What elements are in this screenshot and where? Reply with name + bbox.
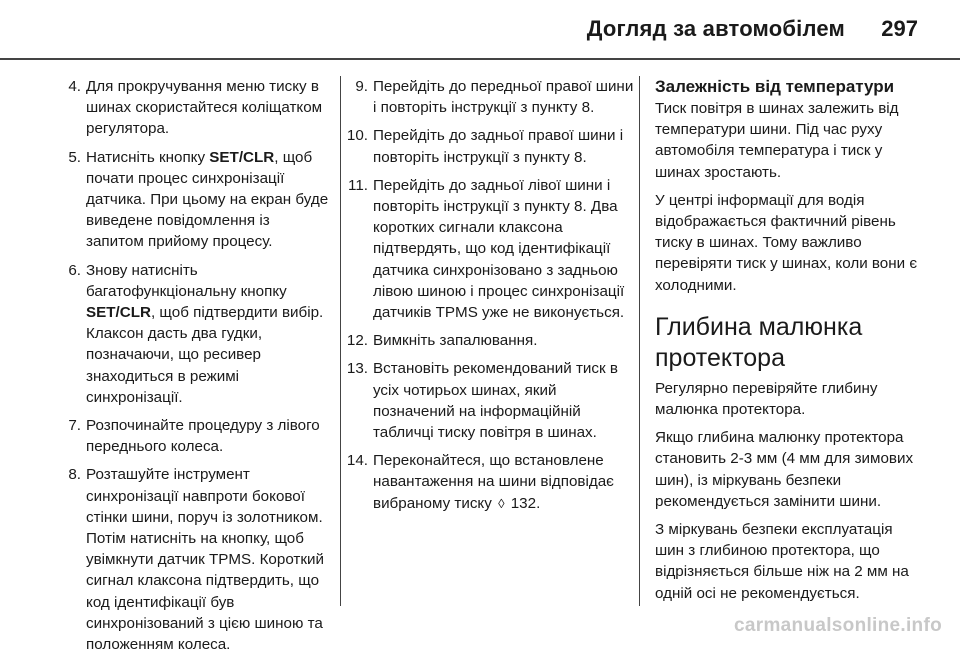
section-subheading: Залежність від температури — [655, 77, 895, 96]
paragraph: Регулярно перевіряйте глибину малюнка протектора. — [655, 379, 878, 419]
header-divider — [0, 58, 960, 60]
list-item: 12. Вимкніть запалювання. — [346, 332, 538, 350]
page-header — [0, 0, 960, 60]
watermark: carmanualsonline.info — [734, 615, 942, 636]
paragraph: З міркувань безпеки експлуатація шин з глибиною протектора, що відрізняється більше ніж на 2 мм на одній осі не рекомендується. — [655, 521, 909, 602]
list-item: 8. Розташуйте інструмент синхронізації навпроти бокової стінки шини, поруч із золотником. Потім натисніть на кнопку, щоб увімкнути датчик TPMS. Короткий сигнал клаксона підтвердить, що код ідентифікації був синхронізований з цією шиною та положенням колеса. — [68, 466, 325, 654]
list-item: 11. Перейдіть до задньої лівої шини і повторіть інструкції з пункту 8. Два коротких сигнали клаксона підтвердять, що код ідентифікації датчика синхронізовано з задньою лівою шиною і процес синхронізації датчиків TPMS уже не виконується. — [348, 176, 625, 322]
page-reference-icon: ◊ — [498, 495, 505, 511]
column-left — [62, 76, 330, 662]
list-item: 10. Перейдіть до задньої правої шини і повторіть інструкції з пункту 8. — [346, 127, 624, 166]
column-divider-2 — [639, 76, 640, 606]
section-heading: Глибина малюнка протектора — [655, 312, 863, 372]
list-item: 13. Встановіть рекомендований тиск в усіх чотирьох шинах, який позначений на інформаційній табличці тиску повітря в шинах. — [346, 360, 618, 442]
list-item: 4. Для прокручування меню тиску в шинах скористайтеся коліщатком регулятора. — [68, 78, 323, 138]
list-item: 6. Знову натисніть багатофункціональну кнопку SET/CLR, щоб підтвердити вибір. Клаксон дасть два гудки, позначаючи, що ресивер знаходиться в режимі синхронізації. — [68, 261, 324, 406]
paragraph: У центрі інформації для водія відображається фактичний рівень тиску в шинах. Тому важливо перевіряти тиск у шинах, коли вони є холодними. — [655, 191, 918, 294]
steps-list-1 — [62, 76, 330, 655]
column-right — [655, 76, 925, 611]
list-item: 14. Переконайтеся, що встановлене навантаження на шини відповідає вибраному тиску ◊ 132. — [373, 450, 635, 514]
button-name: SET/CLR — [86, 304, 151, 322]
steps-list-2 — [346, 76, 635, 514]
paragraph: Тиск повітря в шинах залежить від температури шини. Під час руху автомобіля температура і тиск у шинах зростають. — [655, 100, 899, 181]
page-number: 297 — [881, 16, 918, 41]
column-middle — [346, 76, 635, 521]
list-item: 9. Перейдіть до передньої правої шини і повторіть інструкції з пункту 8. — [355, 78, 634, 117]
button-name: SET/CLR — [209, 148, 275, 166]
list-item: 7. Розпочинайте процедуру з лівого переднього колеса. — [68, 417, 320, 456]
list-item: 5. Натисніть кнопку SET/CLR, щоб почати процес синхронізації датчика. При цьому на екран буде виведене повідомлення із запитом прийому процесу. — [68, 148, 329, 251]
paragraph: Якщо глибина малюнку протектора становить 2-3 мм (4 мм для зимових шин), із міркувань безпеки рекомендується замінити шини. — [655, 429, 914, 510]
page-title: Догляд за автомобілем — [586, 16, 845, 41]
